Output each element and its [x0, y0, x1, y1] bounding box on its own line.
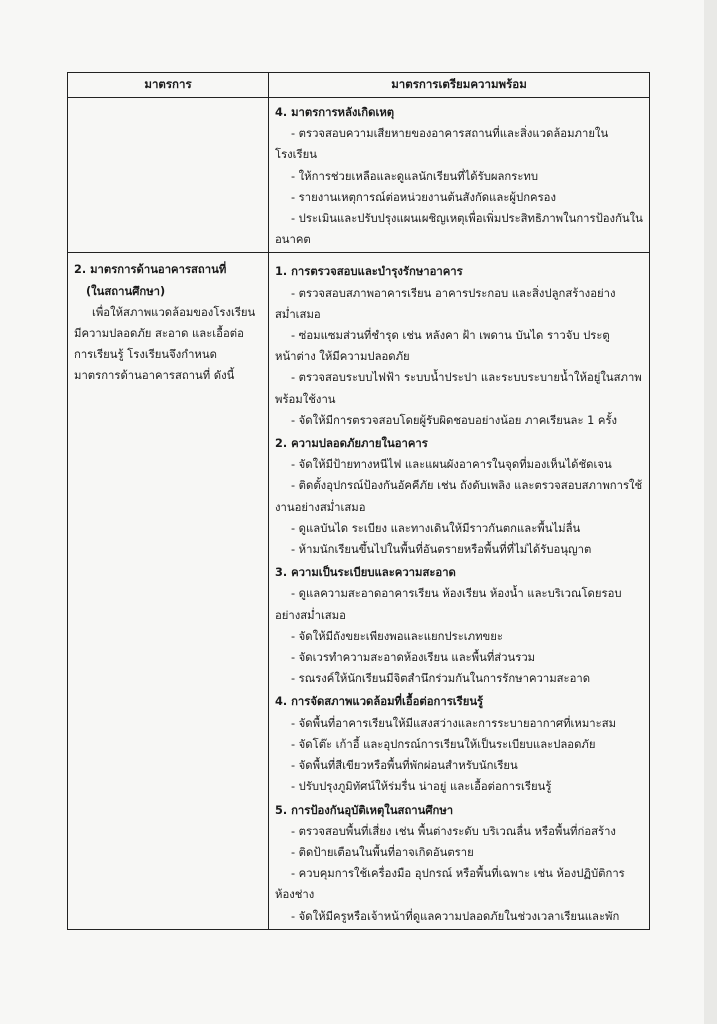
list-item: - ปรับปรุงภูมิทัศน์ให้ร่มรื่น น่าอยู่ และเอื้อต่อการเรียนรู้ — [291, 780, 552, 794]
list-item: - ควบคุมการใช้เครื่องมือ อุปกรณ์ หรือพื้นที่เฉพาะ เช่น ห้องปฏิบัติการห้องช่าง — [275, 867, 625, 902]
header-measure: มาตรการ — [68, 73, 269, 98]
section-heading: 4. การจัดสภาพแวดล้อมที่เอื้อต่อการเรียนรู้ — [275, 695, 484, 709]
table-row — [68, 253, 650, 929]
row2-left-cell — [68, 253, 269, 929]
list-item: - จัดให้มีถังขยะเพียงพอและแยกประเภทขยะ — [291, 629, 503, 643]
list-item: - ติดป้ายเตือนในพื้นที่อาจเกิดอันตราย — [291, 845, 474, 859]
header-preparedness: มาตรการเตรียมความพร้อม — [269, 73, 650, 98]
table-row — [68, 98, 650, 253]
section-heading: 3. ความเป็นระเบียบและความสะอาด — [275, 566, 456, 580]
section-heading: 5. การป้องกันอุบัติเหตุในสถานศึกษา — [275, 803, 454, 817]
row2-right-cell — [269, 253, 650, 929]
list-item: - จัดพื้นที่สีเขียวหรือพื้นที่พักผ่อนสำหรับนักเรียน — [291, 759, 518, 773]
list-item: - ตรวจสอบความเสียหายของอาคารสถานที่และสิ่งแวดล้อมภายในโรงเรียน — [275, 127, 609, 162]
list-item: - จัดให้มีการตรวจสอบโดยผู้รับผิดชอบอย่างน้อย ภาคเรียนละ 1 ครั้ง — [291, 413, 618, 427]
list-item: - ประเมินและปรับปรุงแผนเผชิญเหตุเพื่อเพิ่มประสิทธิภาพในการป้องกันในอนาคต — [275, 212, 643, 247]
measure-description: เพื่อให้สภาพแวดล้อมของโรงเรียนมีความปลอดภัย สะอาด และเอื้อต่อการเรียนรู้ โรงเรียนจึงกำหนดมาตรการด้านอาคารสถานที่ ดังนี้ — [74, 305, 256, 383]
row1-right-cell — [269, 98, 650, 253]
list-item: - ติดตั้งอุปกรณ์ป้องกันอัคคีภัย เช่น ถังดับเพลิง และตรวจสอบสภาพการใช้งานอย่างสม่ำเสมอ — [275, 479, 643, 514]
list-item: - จัดให้มีครูหรือเจ้าหน้าที่ดูแลความปลอดภัยในช่วงเวลาเรียนและพัก — [291, 909, 620, 923]
measures-table — [67, 72, 650, 930]
section-heading: 2. ความปลอดภัยภายในอาคาร — [275, 437, 428, 451]
measure-subtitle: (ในสถานศึกษา) — [86, 284, 166, 298]
table-header-row — [68, 73, 650, 98]
list-item: - ตรวจสอบสภาพอาคารเรียน อาคารประกอบ และสิ่งปลูกสร้างอย่างสม่ำเสมอ — [275, 286, 616, 321]
list-item: - จัดเวรทำความสะอาดห้องเรียน และพื้นที่ส่วนรวม — [291, 651, 536, 665]
section-heading: 1. การตรวจสอบและบำรุงรักษาอาคาร — [275, 265, 463, 279]
list-item: - ดูแลความสะอาดอาคารเรียน ห้องเรียน ห้องน้ำ และบริเวณโดยรอบอย่างสม่ำเสมอ — [275, 587, 622, 622]
list-item: - รณรงค์ให้นักเรียนมีจิตสำนึกร่วมกันในการรักษาความสะอาด — [291, 672, 591, 686]
list-item: - รายงานเหตุการณ์ต่อหน่วยงานต้นสังกัดและผู้ปกครอง — [291, 190, 556, 204]
list-item: - จัดโต๊ะ เก้าอี้ และอุปกรณ์การเรียนให้เป็นระเบียบและปลอดภัย — [291, 737, 596, 751]
list-item: - ตรวจสอบระบบไฟฟ้า ระบบน้ำประปา และระบบระบายน้ำให้อยู่ในสภาพพร้อมใช้งาน — [275, 371, 642, 406]
list-item: - ตรวจสอบพื้นที่เสี่ยง เช่น พื้นต่างระดับ บริเวณลื่น หรือพื้นที่ก่อสร้าง — [291, 824, 616, 838]
list-item: - ห้ามนักเรียนขึ้นไปในพื้นที่อันตรายหรือพื้นที่ที่ไม่ได้รับอนุญาต — [291, 543, 592, 557]
page-edge — [704, 0, 717, 1024]
list-item: - ดูแลบันได ระเบียง และทางเดินให้มีราวกันตกและพื้นไม่ลื่น — [291, 521, 581, 535]
list-item: - ซ่อมแซมส่วนที่ชำรุด เช่น หลังคา ฝ้า เพดาน บันได ราวจับ ประตู หน้าต่าง ให้มีความปลอดภัย — [275, 329, 610, 364]
list-item: - จัดพื้นที่อาคารเรียนให้มีแสงสว่างและการระบายอากาศที่เหมาะสม — [291, 716, 617, 730]
measure-title: 2. มาตรการด้านอาคารสถานที่ — [74, 263, 227, 277]
row1-left-cell — [68, 98, 269, 253]
list-item: - จัดให้มีป้ายทางหนีไฟ และแผนผังอาคารในจุดที่มองเห็นได้ชัดเจน — [291, 458, 612, 472]
list-item: - ให้การช่วยเหลือและดูแลนักเรียนที่ได้รับผลกระทบ — [291, 169, 539, 183]
section-heading: 4. มาตรการหลังเกิดเหตุ — [275, 106, 395, 119]
